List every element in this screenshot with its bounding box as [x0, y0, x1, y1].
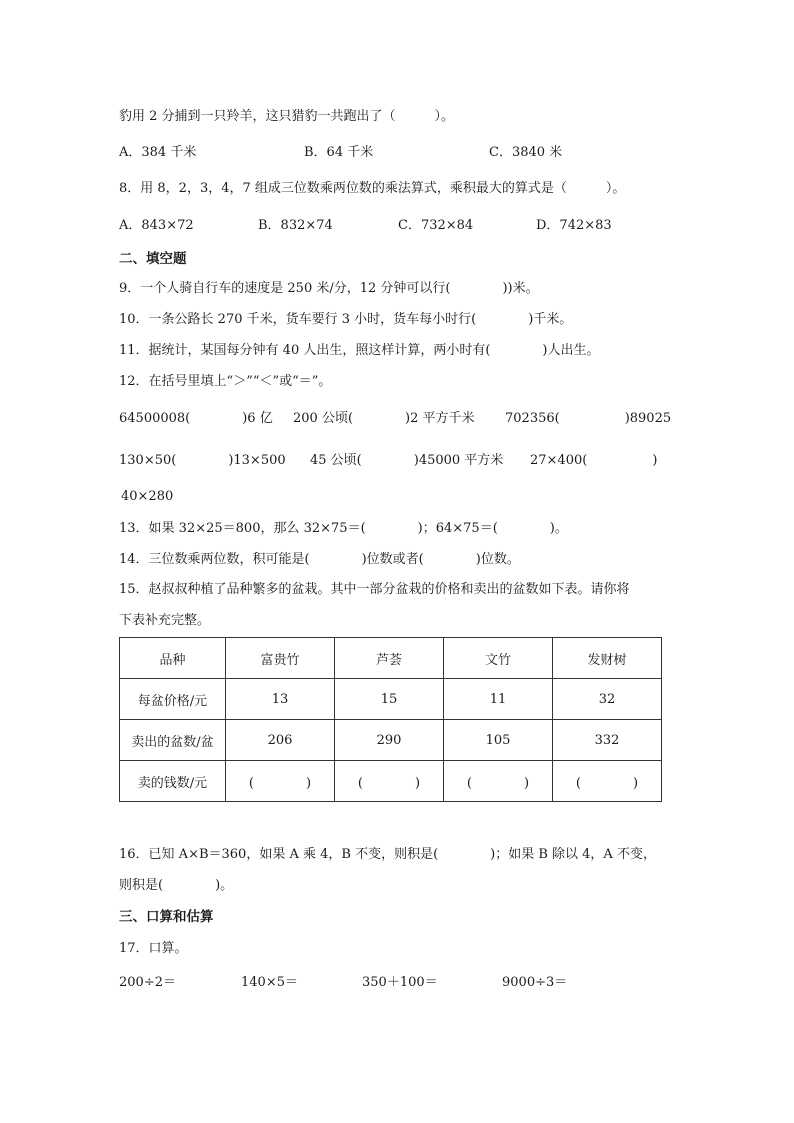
table-cell: 206	[226, 720, 335, 761]
q12-item-6: 27×400( )	[530, 453, 658, 468]
table-answer-blank[interactable]: ( )	[444, 761, 553, 802]
q17-item-1: 200÷2＝	[119, 975, 176, 990]
q8-option-a: A．843×72	[119, 218, 194, 233]
q7-option-a: A．384 千米	[119, 145, 197, 160]
section-fill-in-heading: 二、填空题	[119, 251, 187, 267]
table-cell: 11	[444, 679, 553, 720]
table-header-cell: 芦荟	[335, 638, 444, 679]
q7-option-c: C．3840 米	[489, 145, 563, 160]
q8-option-d: D．742×83	[536, 218, 612, 233]
q17-item-2: 140×5＝	[241, 975, 298, 990]
q12-item-3: 702356( )89025	[505, 411, 672, 426]
table-cell: 13	[226, 679, 335, 720]
table-answer-blank[interactable]: ( )	[226, 761, 335, 802]
q17-text: 17．口算。	[119, 941, 188, 956]
table-row	[120, 679, 662, 720]
q12-item-2: 200 公顷( )2 平方千米	[293, 411, 475, 426]
table-header-cell: 发财树	[553, 638, 662, 679]
q9-text: 9．一个人骑自行车的速度是 250 米/分，12 分钟可以行( ))米。	[119, 281, 539, 296]
q12-item-6-cont: 40×280	[121, 489, 174, 504]
q8-option-c: C．732×84	[398, 218, 474, 233]
q7-option-b: B．64 千米	[304, 145, 374, 160]
table-header-row	[120, 638, 662, 679]
q16-text-line2: 则积是( )。	[119, 878, 234, 893]
table-cell: 15	[335, 679, 444, 720]
table-answer-blank[interactable]: ( )	[335, 761, 444, 802]
table-cell: 290	[335, 720, 444, 761]
table-header-cell: 富贵竹	[226, 638, 335, 679]
bonsai-price-table	[119, 637, 662, 802]
q16-text-line1: 16．已知 A×B＝360，如果 A 乘 4，B 不变，则积是( )；如果 B 除以 4，A 不变，	[119, 847, 656, 862]
q12-item-1: 64500008( )6 亿	[119, 411, 273, 426]
q13-text: 13．如果 32×25＝800，那么 32×75＝( )；64×75＝( )。	[119, 521, 568, 536]
table-row-label: 卖出的盆数/盆	[120, 720, 226, 761]
table-answer-blank[interactable]: ( )	[553, 761, 662, 802]
q15-text-line2: 下表补充完整。	[119, 613, 211, 628]
table-cell: 105	[444, 720, 553, 761]
q12-item-4: 130×50( )13×500	[119, 453, 286, 468]
q10-text: 10．一条公路长 270 千米，货车要行 3 小时，货车每小时行( )千米。	[119, 312, 573, 327]
q8-text: 8．用 8，2，3，4，7 组成三位数乘两位数的乘法算式，乘积最大的算式是（ ）。	[119, 181, 626, 196]
q8-option-b: B．832×74	[258, 218, 333, 233]
q14-text: 14．三位数乘两位数，积可能是( )位数或者( )位数。	[119, 552, 520, 567]
table-row-label: 每盆价格/元	[120, 679, 226, 720]
q12-text: 12．在括号里填上“＞”“＜”或“＝”。	[119, 374, 332, 389]
table-row	[120, 761, 662, 802]
table-row	[120, 720, 662, 761]
table-row-label: 卖的钱数/元	[120, 761, 226, 802]
table-header-cell: 文竹	[444, 638, 553, 679]
q11-text: 11．据统计，某国每分钟有 40 人出生，照这样计算，两小时有( )人出生。	[119, 343, 600, 358]
q7-text: 豹用 2 分捕到一只羚羊，这只猎豹一共跑出了（ ）。	[119, 109, 455, 124]
table-header-cell: 品种	[120, 638, 226, 679]
section-mental-math-heading: 三、口算和估算	[119, 909, 214, 925]
q12-item-5: 45 公顷( )45000 平方米	[310, 453, 504, 468]
table-cell: 332	[553, 720, 662, 761]
q17-item-3: 350＋100＝	[362, 975, 438, 990]
table-cell: 32	[553, 679, 662, 720]
q15-text-line1: 15．赵叔叔种植了品种繁多的盆栽。其中一部分盆栽的价格和卖出的盆数如下表。请你将	[119, 582, 630, 597]
q17-item-4: 9000÷3＝	[502, 975, 568, 990]
